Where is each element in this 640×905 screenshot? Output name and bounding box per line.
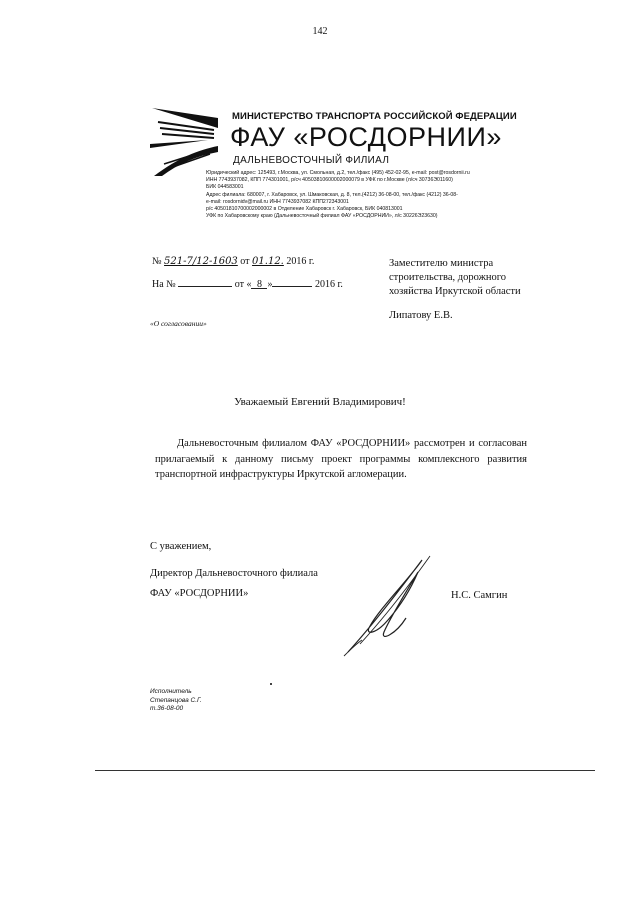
requisite-line: р/с 40501810700002000002 в Отделение Хабаровск г. Хабаровск, БИК 040813001 [206, 206, 403, 213]
signatory-organization: ФАУ «РОСДОРНИИ» [150, 588, 249, 599]
signatory-name: Н.С. Самгин [451, 590, 508, 601]
recipient-title: Заместителю министра строительства, дорожного хозяйства Иркутской области [389, 258, 521, 297]
ministry-name: МИНИСТЕРСТВО ТРАНСПОРТА РОССИЙСКОЙ ФЕДЕРАЦИИ [232, 111, 517, 122]
requisite-line: e-mail: rosdornidv@mail.ru ИНН 7743937082 КПП272343001 [206, 198, 349, 205]
signatory-position: Директор Дальневосточного филиала [150, 568, 318, 579]
executor-block [150, 688, 202, 714]
recipient-name: Липатову Е.В. [389, 310, 453, 321]
footer-divider [95, 770, 595, 771]
requisite-line: Адрес филиала: 680007, г. Хабаровск, ул. Шмаковская, д. 8, тел.(4212) 36-08-00, тел./факс (4212) 36-08- [206, 191, 458, 198]
executor-phone: т.36-08-00 [150, 705, 184, 712]
no-label: № [152, 256, 162, 267]
branch-name: ДАЛЬНЕВОСТОЧНЫЙ ФИЛИАЛ [233, 155, 390, 166]
closing: С уважением, [150, 541, 212, 552]
requisite-line: Юридический адрес: 125493, г.Москва, ул. Смольная, д.2, тел./факс (495) 452-02-95, e-mail: post@rosdornii.ru [206, 170, 470, 176]
rosdornii-logo-icon [148, 104, 220, 176]
outgoing-reference [152, 256, 314, 267]
executor-name: Степанцова С.Г. [150, 696, 202, 704]
requisite-line: УФК по Хабаровскому краю (Дальневосточный филиал ФАУ «РОСДОРНИИ», л/с 30226Э23630) [206, 213, 438, 220]
from-label: от [240, 256, 250, 267]
signature-icon [340, 548, 440, 658]
reply-year: 2016 г. [314, 279, 343, 290]
subject-note: «О согласовании» [150, 319, 207, 328]
requisites [206, 170, 506, 220]
requisite-line: ИНН 7743937082, КПП 774301001, р/сч 40503810600002000079 в УФК по г.Москве (л/сч 30736Э01160) [206, 177, 453, 184]
page-number: 142 [312, 26, 328, 37]
reply-day: 8 [251, 279, 267, 289]
reply-from-label: от [234, 279, 244, 290]
scan-speck [270, 683, 272, 685]
outgoing-number: 521-7/12-1603 [164, 256, 238, 267]
requisite-line: БИК 044583001 [206, 184, 244, 191]
outgoing-date: 01.12. [252, 256, 284, 267]
greeting: Уважаемый Евгений Владимирович! [234, 396, 406, 408]
reply-label: На № [152, 279, 176, 290]
reply-month-blank [272, 277, 312, 287]
reply-number-blank [178, 277, 232, 287]
reply-reference: На № от « 8 » 2016 г. [152, 279, 343, 290]
executor-label: Исполнитель [150, 688, 192, 695]
org-name: ФАУ «РОСДОРНИИ» [230, 122, 502, 152]
letter-body: Дальневосточным филиалом ФАУ «РОСДОРНИИ» рассмотрен и согласован прилагаемый к данному письму проект программы комплексного развития транспортной инфраструктуры Иркутской агломерации. [155, 438, 527, 480]
outgoing-year: 2016 г. [286, 256, 315, 267]
